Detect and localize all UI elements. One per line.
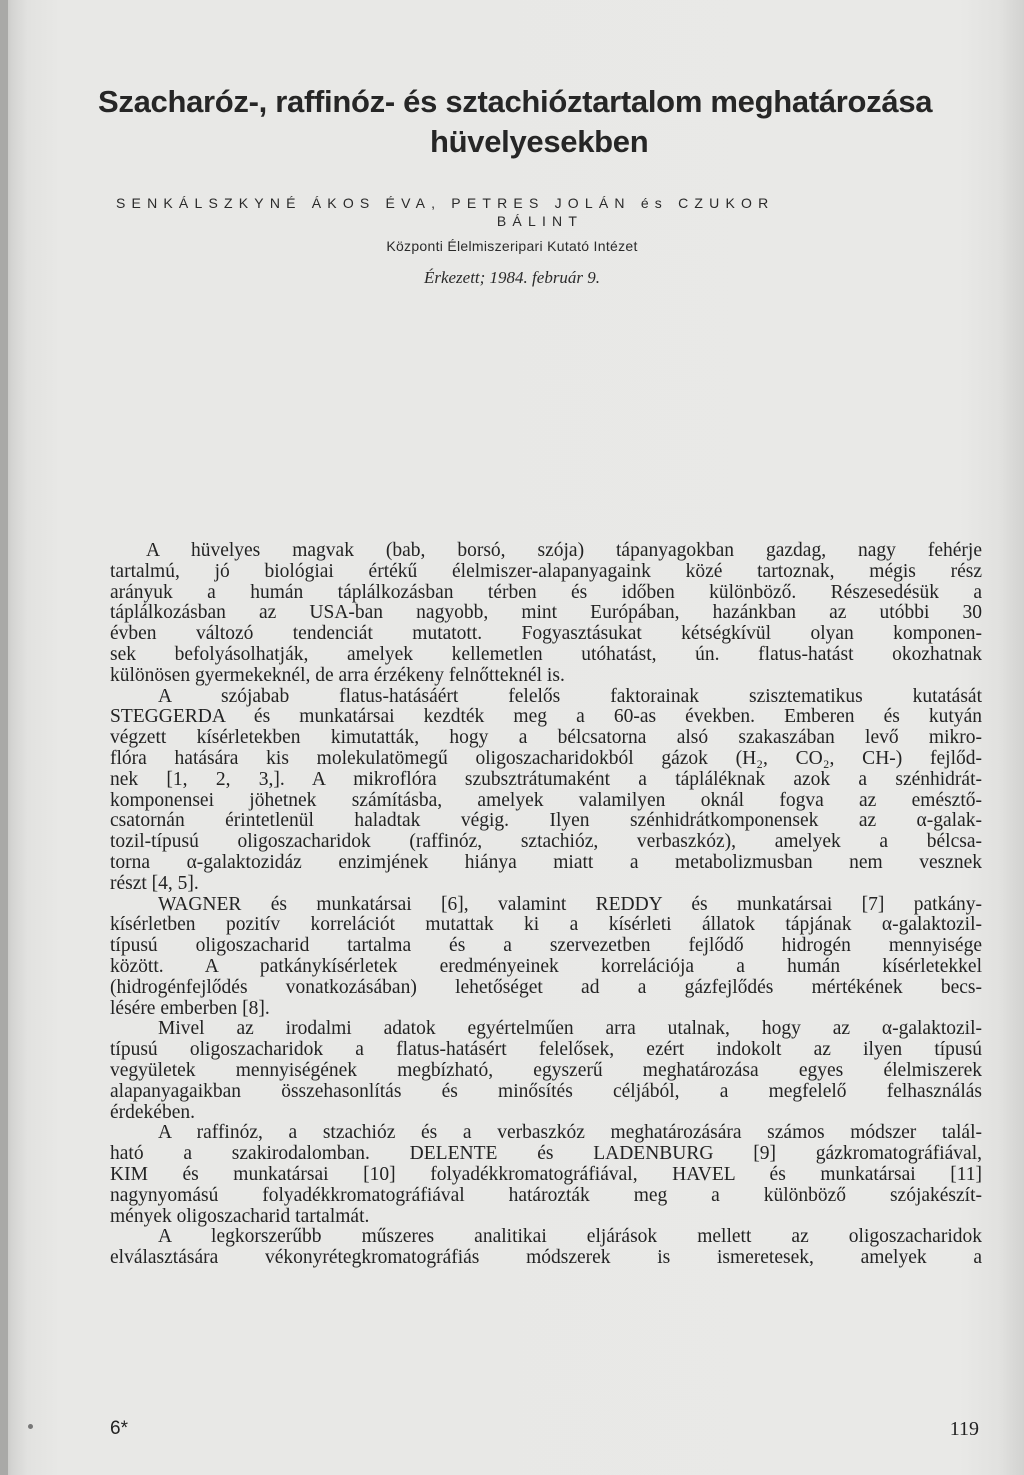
body-line: arányuk a humán táplálkozásban térben és időben különböző. Részesedésük a xyxy=(110,581,982,603)
received-date: Érkezett; 1984. február 9. xyxy=(423,268,601,287)
body-line: csatornán érintetlenül haladtak végig. Ilyen szénhidrátkomponensek az α-galak- xyxy=(110,810,982,832)
institute: Központi Élelmiszeripari Kutató Intézet xyxy=(386,238,638,254)
body-line: nek [1, 2, 3,]. A mikroflóra szubsztrátumaként a tápláléknak azok a szénhidrát- xyxy=(110,768,982,790)
margin-mark xyxy=(28,1424,33,1429)
body-line: flóra hatására kis molekulatömegű oligoszacharidokból gázok (H₂, CO₂, CH-) fejlőd- xyxy=(110,747,982,769)
article-title xyxy=(98,82,998,162)
body-line: WAGNER és munkatársai [6], valamint REDDY és munkatársai [7] patkány- xyxy=(158,893,982,915)
body-line: sek befolyásolhatják, amelyek kellemetlen utóhatást, ún. flatus-hatást okozhatnak xyxy=(110,643,982,665)
body-line: között. A patkánykísérletek eredményeinek korrelációja a humán kísérletekkel xyxy=(110,955,982,977)
body-line: részt [4, 5]. xyxy=(110,872,199,894)
body-line: kísérletben pozitív korrelációt mutattak ki a kísérleti állatok tápjának α-galaktozil- xyxy=(110,914,982,936)
body-line: komponensei jöhetnek számításba, amelyek valamilyen oknál fogva az emésztő- xyxy=(110,789,982,811)
body-line: STEGGERDA és munkatársai kezdték meg a 60-as években. Emberen és kutyán xyxy=(110,706,982,728)
body-line: Mivel az irodalmi adatok egyértelműen arra utalnak, hogy az α-galaktozil- xyxy=(158,1018,982,1040)
signature-mark: 6* xyxy=(110,1418,128,1439)
body-line: különösen gyermekeknél, de arra érzékeny felnőtteknél is. xyxy=(110,664,565,686)
body-line: elválasztására vékonyrétegkromatográfiás módszerek is ismeretesek, amelyek a xyxy=(110,1247,982,1269)
body-line: alapanyagaikban összehasonlítás és minősítés céljából, a megfelelő felhasználás xyxy=(110,1080,982,1102)
binding-shadow xyxy=(0,0,8,1475)
page-number: 119 xyxy=(949,1418,979,1440)
body-line: A raffinóz, a stzachióz és a verbaszkóz meghatározására számos módszer talál- xyxy=(158,1122,982,1144)
body-line: típusú oligoszacharid tartalma és a szervezetben fejlődő hidrogén mennyisége xyxy=(110,935,982,957)
body-line: A szójabab flatus-hatásáért felelős faktorainak szisztematikus kutatását xyxy=(158,685,982,707)
article-body xyxy=(110,541,982,1269)
body-line: táplálkozásban az USA-ban nagyobb, mint Európában, hazánkban az utóbbi 30 xyxy=(110,602,982,624)
body-line: tartalmú, jó biológiai értékű élelmiszer-alapanyagaink közé tartoznak, mégis rész xyxy=(110,560,982,582)
author-list xyxy=(116,194,956,230)
body-line: tozil-típusú oligoszacharidok (raffinóz, sztachióz, verbaszkóz), amelyek a bélcsa- xyxy=(110,831,982,853)
body-line: végzett kísérletekben kimutatták, hogy a bélcsatorna alsó szakaszában levő mikro- xyxy=(110,727,982,749)
body-line: A hüvelyes magvak (bab, borsó, szója) tápanyagokban gazdag, nagy fehérje xyxy=(146,540,982,561)
body-line: ható a szakirodalomban. DELENTE és LADENBURG [9] gázkromatográfiával, xyxy=(110,1143,982,1165)
body-line: lésére emberben [8]. xyxy=(110,997,270,1019)
body-line: A legkorszerűbb műszeres analitikai eljárások mellett az oligoszacharidok xyxy=(158,1226,982,1248)
body-line: érdekében. xyxy=(110,1101,195,1123)
title-line-1: Szacharóz-, raffinóz- és sztachióztartalom meghatározása xyxy=(98,84,933,119)
body-line: mények oligoszacharid tartalmát. xyxy=(110,1205,370,1227)
body-line: vegyületek mennyiségének megbízható, egyszerű meghatározása egyes élelmiszerek xyxy=(110,1059,982,1081)
body-line: torna α-galaktozidáz enzimjének hiánya miatt a metabolizmusban nem vesznek xyxy=(110,851,982,873)
body-line: (hidrogénfejlődés vonatkozásában) lehetőséget ad a gázfejlődés mértékének becs- xyxy=(110,976,982,998)
authors-line-1: SENKÁLSZKYNÉ ÁKOS ÉVA, PETRES JOLÁN és CZUKOR xyxy=(116,195,775,211)
title-line-2: hüvelyesekben xyxy=(430,124,649,159)
body-line: évben változó tendenciát mutatott. Fogyasztásukat kétségkívül olyan komponen- xyxy=(110,623,982,645)
authors-line-2: BÁLINT xyxy=(496,213,584,229)
body-line: KIM és munkatársai [10] folyadékkromatográfiával, HAVEL és munkatársai [11] xyxy=(110,1163,982,1185)
body-line: típusú oligoszacharidok a flatus-hatásért felelősek, ezért indokolt az ilyen típusú xyxy=(110,1039,982,1061)
body-line: nagynyomású folyadékkromatográfiával határozták meg a különböző szójakészít- xyxy=(110,1184,982,1206)
